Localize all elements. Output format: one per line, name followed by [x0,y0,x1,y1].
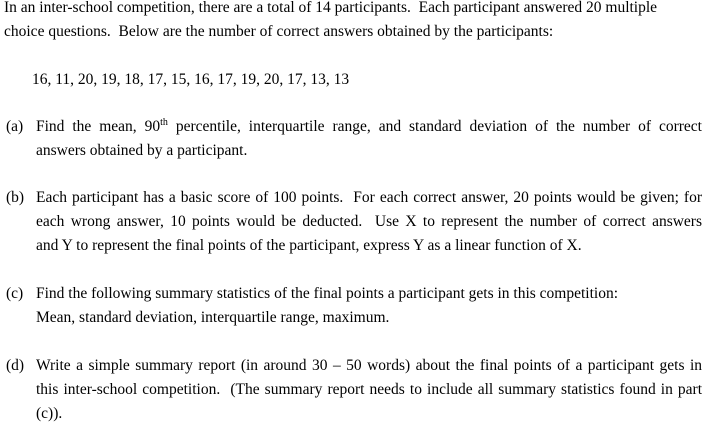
question-b-line-3: and Y to represent the final points of the participant, express Y as a linear function of X. [36,237,582,254]
intro-line-2: choice questions. Below are the number of correct answers obtained by the participants: [4,23,554,40]
question-d-line-3: (c)). [36,405,63,422]
question-a-text-end: percentile, interquartile range, and standard deviation of the number of correct [167,118,702,135]
question-c-label: (c) [6,285,24,302]
correct-answers-list: 16, 11, 20, 19, 18, 17, 15, 16, 17, 19, 20, 17, 13, 13 [32,71,350,88]
question-b-line-1: Each participant has a basic score of 100 points. For each correct answer, 20 points would be given; for [36,189,702,206]
question-c-line-1: Find the following summary statistics of the final points a participant gets in this competition: [36,285,619,302]
question-d-label: (d) [6,357,25,374]
question-b-line-2: each wrong answer, 10 points would be deducted. Use X to represent the number of correct answers [36,213,702,230]
question-a-line-2: answers obtained by a participant. [36,142,248,159]
question-d-line-2: this inter-school competition. (The summary report needs to include all summary statistics found in part [36,381,702,398]
question-b-label: (b) [6,189,25,206]
question-a-text-start: Find the mean, 90 [36,118,161,135]
intro-line-1: In an inter-school competition, there are a total of 14 participants. Each participant answered 20 multiple [4,0,658,16]
question-a-label: (a) [6,118,24,135]
question-c-line-2: Mean, standard deviation, interquartile range, maximum. [36,309,390,326]
question-a-line-1 [36,117,702,137]
question-d-line-1: Write a simple summary report (in around 30 – 50 words) about the final points of a participant gets in [36,357,702,374]
question-a-superscript: th [160,117,168,128]
